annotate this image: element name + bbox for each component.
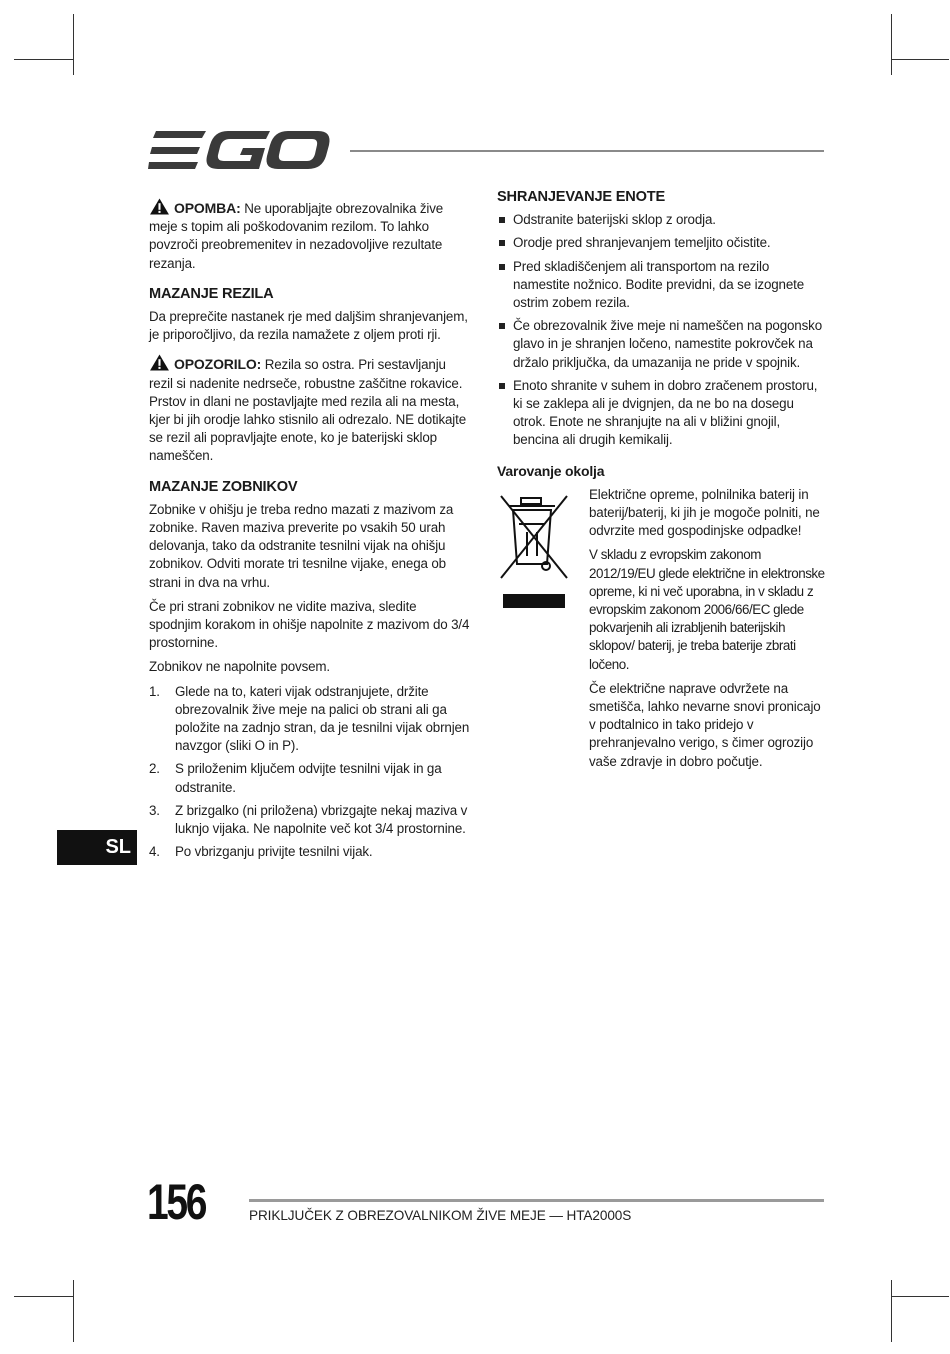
- step-number: 2.: [149, 761, 160, 777]
- storage-item-text: Enoto shranite v suhem in dobro zračenem prostoru, ki se zaklepa ali je dvignjen, da ne bo na dosegu otrok. Enote ne shranjujte na ali v bližini gnojil, bencina ali drugih kemikalij.: [513, 377, 818, 448]
- square-bullet-icon: [499, 264, 505, 270]
- gear-lube-p2: Če pri strani zobnikov ne vidite maziva, sledite spodnjim korakom in ohišje napolnite z mazivom do 3/4 prostornine.: [149, 598, 470, 651]
- warning-paragraph: [149, 354, 471, 465]
- list-item: [149, 760, 471, 796]
- step-text: Glede na to, kateri vijak odstranjujete, držite obrezovalnik žive meje na palici ob strani ali ga položite na zadnjo stran, da je tesnilni vijak obrnjen navzgor (sliki O in P).: [175, 683, 470, 754]
- crop-mark: [891, 14, 892, 75]
- crop-mark: [73, 14, 74, 75]
- square-bullet-icon: [499, 383, 505, 389]
- environment-text: [589, 486, 825, 771]
- environment-heading: Varovanje okolja: [497, 462, 605, 479]
- list-item: [149, 843, 471, 861]
- storage-item-text: Pred skladiščenjem ali transportom na rezilo namestite nožnico. Bodite previdni, da se izognete ostrim zobem rezila.: [513, 258, 804, 311]
- step-number: 1.: [149, 683, 160, 699]
- crop-mark: [891, 1280, 892, 1342]
- gear-lube-steps: [149, 683, 471, 862]
- storage-item-text: Če obrezovalnik žive meje ni nameščen na pogonsko glavo in je shranjen ločeno, namestite pokrovček na držalo priključka, da umazanija ne pride v spojnik.: [513, 318, 822, 370]
- right-column: [497, 188, 825, 777]
- square-bullet-icon: [499, 323, 505, 329]
- warning-triangle-icon: [149, 198, 170, 215]
- step-text: Z brizgalko (ni priložena) vbrizgajte nekaj maziva v luknjo vijaka. Ne napolnite več kot 3/4 prostornine.: [175, 802, 468, 837]
- blade-lube-heading: MAZANJE REZILA: [149, 285, 274, 302]
- left-column: [149, 198, 471, 867]
- header-rule: [350, 150, 824, 152]
- storage-item-text: Orodje pred shranjevanjem temeljito očistite.: [513, 235, 771, 251]
- step-text: S priloženim ključem odvijte tesnilni vijak in ga odstranite.: [175, 761, 442, 795]
- gear-lube-p3: Zobnikov ne napolnite povsem.: [149, 659, 331, 675]
- environment-p3: Če električne naprave odvržete na smetišča, lahko nevarne snovi pronicajo v podtalnico in tako pridejo v prehranjevalno verigo, s čimer ogrozijo vaše zdravje in dobro počutje.: [589, 680, 821, 769]
- crop-mark: [14, 1296, 74, 1297]
- crop-mark: [891, 1296, 949, 1297]
- step-text: Po vbrizganju privijte tesnilni vijak.: [175, 844, 373, 860]
- square-bullet-icon: [499, 240, 505, 246]
- note-text: Ne uporabljajte obrezovalnika žive meje s topim ali poškodovanim rezilom. To lahko povzroči preobremenitev in nezadovoljive rezultate rezanja.: [149, 201, 444, 271]
- list-item: [149, 683, 471, 756]
- environment-p1: Električne opreme, polnilnika baterij in baterij/baterij, ki jih je mogoče polniti, ne odvrzite med gospodinjske odpadke!: [589, 486, 820, 539]
- warning-text: Rezila so ostra. Pri sestavljanju rezil si nadenite nedrseče, robustne zaščitne rokavice. Prstov in dlani ne postavljajte med rezila ali na mesta, kjer bi jih orodje lahko stisnilo ali odrezalo. NE dotikajte se rezil ali popravljajte enote, ko je baterijski sklop nameščen.: [149, 357, 467, 464]
- list-item: [149, 802, 471, 838]
- step-number: 4.: [149, 844, 160, 860]
- gear-lube-p1: Zobnike v ohišju je treba redno mazati z mazivom za zobnike. Raven maziva preverite po vsakih 50 urah delovanja, tako da odstranite tesnilni vijak na ohišju zobnikov. Odviti morate tri tesnilne vijake, enega ob strani in dva na vrhu.: [149, 501, 454, 590]
- crop-mark: [891, 59, 949, 60]
- list-item: [497, 234, 825, 252]
- crop-mark: [14, 59, 74, 60]
- crossed-bin-icon: [497, 490, 571, 608]
- list-item: [497, 258, 825, 313]
- list-item: [497, 211, 825, 229]
- storage-heading: SHRANJEVANJE ENOTE: [497, 189, 666, 205]
- note-label: OPOMBA:: [174, 200, 241, 216]
- environment-block: [497, 486, 825, 771]
- list-item: [497, 317, 825, 372]
- footer-rule: [249, 1199, 824, 1202]
- gear-lube-heading: MAZANJE ZOBNIKOV: [149, 478, 298, 495]
- step-number: 3.: [149, 802, 160, 818]
- warning-label: OPOZORILO:: [174, 356, 262, 373]
- storage-list: [497, 211, 825, 449]
- list-item: [497, 377, 825, 450]
- environment-p2: V skladu z evropskim zakonom 2012/19/EU glede električne in elektronske opreme, ki ni več uporabna, in v skladu z evropskim zakonom 2006/66/EC glede pokvarjenih ali izrabljenih baterijskih sklopov/ baterij, je treba baterije zbrati ločeno.: [589, 547, 825, 672]
- page-number: 156: [147, 1174, 206, 1230]
- square-bullet-icon: [499, 217, 505, 223]
- crop-mark: [73, 1280, 74, 1342]
- note-paragraph: [149, 198, 471, 273]
- warning-triangle-icon: [149, 354, 170, 371]
- storage-item-text: Odstranite baterijski sklop z orodja.: [513, 212, 716, 228]
- language-tab: SL: [57, 830, 137, 865]
- footer-title: PRIKLJUČEK Z OBREZOVALNIKOM ŽIVE MEJE — HTA2000S: [249, 1208, 632, 1223]
- blade-lube-text: Da preprečite nastanek rje med daljšim shranjevanjem, je priporočljivo, da rezila namažete z oljem proti rji.: [149, 309, 468, 343]
- ego-logo: [148, 128, 333, 174]
